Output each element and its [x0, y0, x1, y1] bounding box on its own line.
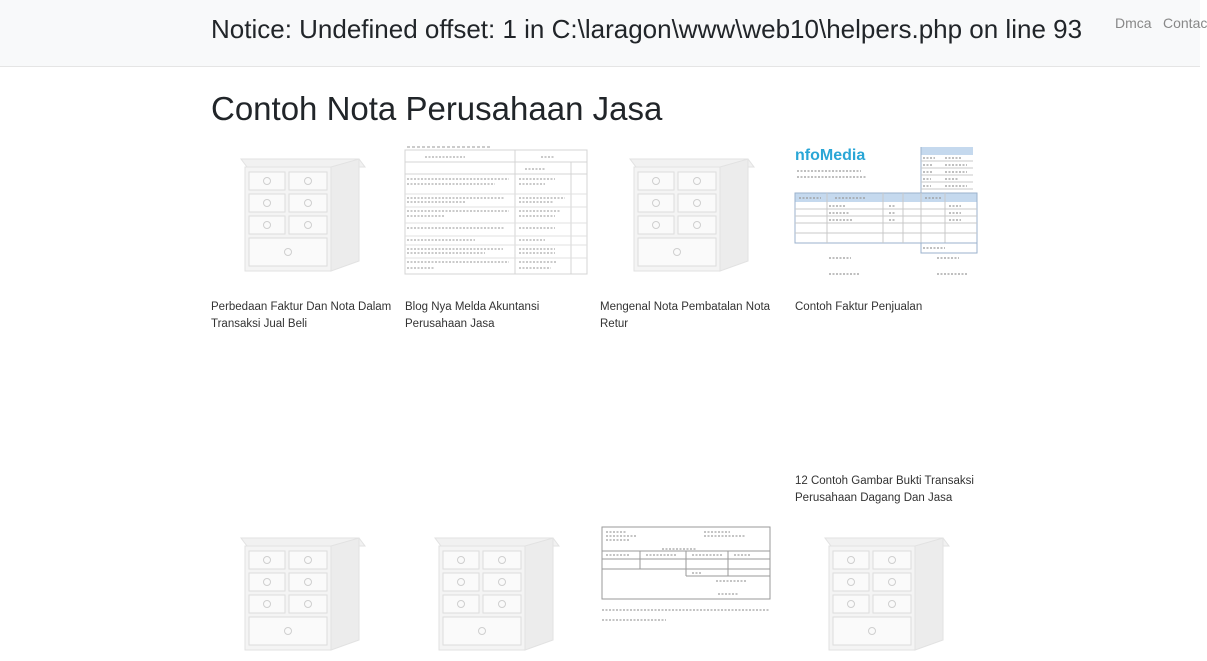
- post-title-link[interactable]: 12 Contoh Gambar Bukti Transaksi Perusahaan Dagang Dan Jasa: [795, 475, 974, 504]
- post-title-link[interactable]: Contoh Faktur Penjualan: [795, 301, 923, 313]
- top-navbar: [0, 0, 1207, 67]
- post-title-link[interactable]: Mengenal Nota Pembatalan Nota Retur: [600, 301, 771, 330]
- php-notice-text: Notice: Undefined offset: 1 in C:\laragon\www\web10\helpers.php on line 93: [211, 14, 1083, 44]
- drawer-placeholder-icon: [600, 147, 782, 277]
- nav-link-dmca[interactable]: Dmca: [1115, 15, 1152, 31]
- return-note-form-thumbnail: [600, 526, 782, 630]
- post-thumbnail[interactable]: [795, 526, 977, 656]
- drawer-placeholder-icon: [405, 526, 587, 656]
- drawer-placeholder-icon: [211, 147, 393, 277]
- post-thumbnail[interactable]: [795, 147, 977, 277]
- post-title-link[interactable]: Blog Nya Melda Akuntansi Perusahaan Jasa: [405, 301, 540, 330]
- invoice-brand-text: nfoMedia: [795, 147, 866, 164]
- post-thumbnail[interactable]: [600, 526, 782, 656]
- post-title-link[interactable]: Perbedaan Faktur Dan Nota Dalam Transaksi Jual Beli: [211, 301, 392, 330]
- post-thumbnail[interactable]: [405, 526, 587, 656]
- post-thumbnail[interactable]: [211, 526, 393, 656]
- drawer-placeholder-icon: [795, 526, 977, 656]
- document-table-thumbnail: [405, 147, 587, 277]
- nav-link-contact[interactable]: Contac: [1163, 15, 1207, 31]
- post-thumbnail[interactable]: [600, 147, 782, 277]
- invoice-media-thumbnail: [795, 147, 977, 277]
- drawer-placeholder-icon: [211, 526, 393, 656]
- post-thumbnail[interactable]: [211, 147, 393, 277]
- post-thumbnail[interactable]: [405, 147, 587, 277]
- page-title: Contoh Nota Perusahaan Jasa: [211, 90, 663, 127]
